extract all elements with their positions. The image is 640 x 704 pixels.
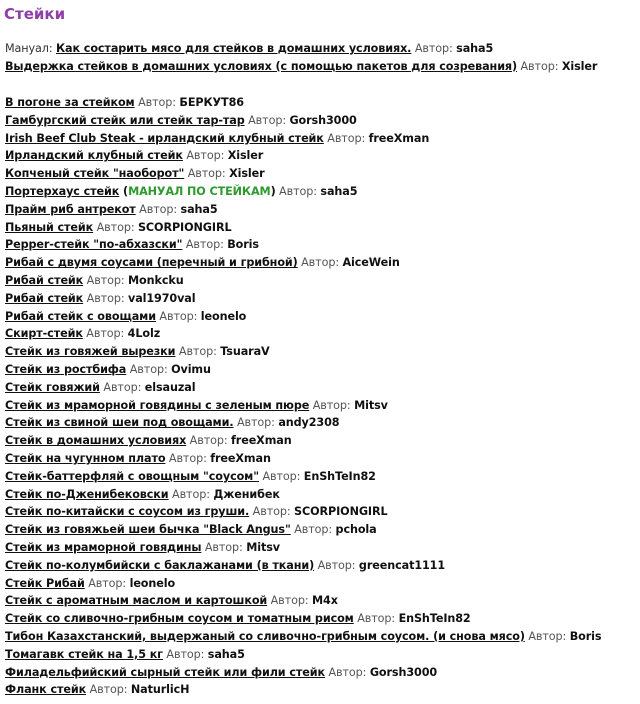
author-label: Автор: — [528, 629, 567, 643]
recipe-link[interactable]: Стейк из говяжьей шеи бычка "Black Angus" — [5, 523, 291, 537]
author-name: saha5 — [180, 202, 218, 216]
recipe-row — [5, 325, 637, 343]
author-label: Автор: — [328, 665, 367, 679]
recipe-row — [5, 557, 637, 575]
author-label: Автор: — [294, 523, 333, 537]
author-name: leonelo — [129, 576, 176, 590]
author-label: Автор: — [129, 362, 168, 376]
recipe-link[interactable]: Рибай стейк — [5, 291, 84, 305]
author-name: freeXman — [231, 434, 292, 448]
author-label: Автор: — [236, 416, 275, 430]
author-name: elsauzal — [144, 380, 196, 394]
author-name: Mitsv — [354, 398, 388, 412]
recipe-link[interactable]: Стейк Рибай — [5, 576, 85, 590]
manuals-section — [5, 40, 637, 76]
recipe-row — [5, 308, 637, 326]
recipe-row — [5, 432, 637, 450]
author-label: Автор: — [270, 594, 309, 608]
recipe-link[interactable]: Пьяный стейк — [5, 220, 94, 234]
author-label: Автор: — [414, 42, 453, 55]
recipe-row — [5, 592, 637, 610]
author-name: EnShTeIn82 — [303, 469, 376, 483]
recipe-link[interactable]: Стейк-баттерфляй с овощным "соусом" — [5, 469, 259, 483]
author-label: Автор: — [86, 273, 125, 287]
manual-label: Мануал: — [5, 42, 53, 55]
manual-note-link[interactable]: МАНУАЛ ПО СТЕЙКАМ — [128, 184, 271, 198]
author-name: SCORPIONGIRL — [294, 505, 388, 519]
recipe-row — [5, 254, 637, 272]
author-name: Mitsv — [246, 540, 280, 554]
recipe-link[interactable]: Ирландский клубный стейк — [5, 149, 183, 163]
author-label: Автор: — [248, 113, 286, 127]
author-label: Автор: — [168, 451, 207, 465]
recipe-link[interactable]: Стейк из говяжей вырезки — [5, 345, 176, 359]
recipe-row — [5, 503, 637, 521]
author-name: EnShTeIn82 — [398, 612, 471, 626]
recipe-link[interactable]: Стейк со сливочно-грибным соусом и томатным рисом — [5, 612, 354, 626]
recipe-row — [5, 183, 637, 201]
author-label: Автор: — [89, 683, 128, 697]
author-name: Ovimu — [171, 362, 211, 376]
author-label: Автор: — [88, 576, 127, 590]
recipe-link[interactable]: Стейк из мраморной говядины с зеленым пюре — [5, 398, 310, 412]
recipe-row — [5, 219, 637, 237]
recipe-link[interactable]: Irish Beef Club Steak - ирландский клубный стейк — [5, 131, 324, 145]
author-name: Monkcku — [128, 273, 184, 287]
author-name: 4Lolz — [127, 327, 161, 341]
author-label: Автор: — [327, 131, 366, 145]
recipe-row — [5, 290, 637, 308]
recipe-row — [5, 361, 637, 379]
recipe-link[interactable]: Прайм риб антрекот — [5, 202, 136, 216]
author-name: saha5 — [207, 647, 245, 661]
author-name: AiceWein — [342, 256, 400, 270]
recipe-row — [5, 628, 637, 646]
author-label: Автор: — [178, 345, 217, 359]
recipe-link[interactable]: Pepper-стейк "по-абхазски" — [5, 238, 183, 252]
author-name: andy2308 — [278, 416, 340, 430]
recipe-row — [5, 486, 637, 504]
recipe-link[interactable]: Стейк по-китайски с соусом из груши. — [5, 505, 250, 519]
author-name: TsuaraV — [220, 345, 270, 359]
recipe-link[interactable]: Портерхаус стейк — [5, 184, 120, 198]
manual-line — [5, 58, 637, 76]
author-name: Boris — [569, 629, 602, 643]
recipe-link[interactable]: Стейк в домашних условиях — [5, 434, 187, 448]
recipe-row — [5, 343, 637, 361]
recipe-row — [5, 397, 637, 415]
recipe-row — [5, 165, 637, 183]
author-name: leonelo — [200, 309, 247, 323]
recipe-row — [5, 521, 637, 539]
recipe-link[interactable]: Стейк с ароматным маслом и картошкой — [5, 594, 268, 608]
recipe-list — [5, 94, 637, 699]
page-title: Стейки — [4, 5, 66, 23]
recipe-row — [5, 610, 637, 628]
recipe-row — [5, 130, 637, 148]
recipe-row — [5, 575, 637, 593]
recipe-link[interactable]: Стейк из мраморной говядины — [5, 540, 202, 554]
author-name: Boris — [227, 238, 259, 252]
recipe-row — [5, 414, 637, 432]
recipe-link[interactable]: Стейк из свиной шеи под овощами. — [5, 416, 234, 430]
author-name: pchola — [335, 523, 377, 537]
author-label: Автор: — [96, 220, 135, 234]
recipe-row — [5, 201, 637, 219]
author-label: Автор: — [520, 59, 559, 73]
author-name: Xisler — [561, 59, 598, 73]
author-label: Автор: — [279, 184, 317, 198]
author-name: val1970val — [128, 291, 196, 305]
recipe-row — [5, 112, 637, 130]
author-label: Автор: — [185, 238, 224, 252]
author-name: Дженибек — [213, 487, 280, 501]
author-label: Автор: — [86, 327, 125, 341]
recipe-row — [5, 539, 637, 557]
recipe-link[interactable]: Стейк из ростбифа — [5, 362, 127, 376]
note-paren-open: ( — [119, 184, 129, 198]
author-name: Xisler — [229, 167, 265, 181]
author-label: Автор: — [103, 380, 142, 394]
recipe-link[interactable]: Томагавк стейк на 1,5 кг — [5, 647, 163, 661]
author-name: greencat1111 — [358, 558, 446, 572]
manual-line — [5, 40, 637, 58]
recipe-link[interactable]: Стейк по-Дженибековски — [5, 487, 169, 501]
author-label: Автор: — [312, 398, 351, 412]
author-label: Автор: — [252, 505, 291, 519]
author-name: freeXman — [368, 131, 430, 145]
recipe-link[interactable]: Гамбургский стейк или стейк тар-тар — [5, 113, 245, 127]
note-paren-close: ) — [270, 184, 276, 198]
recipe-link[interactable]: Рибай стейк — [5, 273, 84, 287]
author-label: Автор: — [139, 202, 178, 216]
author-name: saha5 — [456, 42, 494, 55]
recipe-link[interactable]: Филадельфийский сырный стейк или фили стейк — [5, 665, 325, 679]
author-name: SCORPIONGIRL — [137, 220, 232, 234]
recipe-link[interactable]: Тибон Казахстанский, выдержаный со сливочно-грибным соусом. (и снова мясо) — [5, 629, 525, 643]
recipe-row — [5, 468, 637, 486]
recipe-row — [5, 646, 637, 664]
recipe-link[interactable]: Рибай стейк с овощами — [5, 309, 156, 323]
author-label: Автор: — [189, 434, 228, 448]
author-label: Автор: — [301, 256, 340, 270]
author-name: Gorsh3000 — [369, 665, 438, 679]
author-name: freeXman — [210, 451, 271, 465]
recipe-row — [5, 236, 637, 254]
author-name: Xisler — [227, 149, 264, 163]
author-name: saha5 — [320, 184, 358, 198]
author-label: Автор: — [86, 291, 125, 305]
author-label: Автор: — [262, 469, 301, 483]
author-label: Автор: — [159, 309, 198, 323]
manual-link[interactable]: Как состарить мясо для стейков в домашних условиях. — [56, 42, 412, 55]
recipe-link[interactable]: Фланк стейк — [5, 683, 87, 697]
author-label: Автор: — [317, 558, 356, 572]
author-name: NaturlicH — [130, 683, 190, 697]
author-label: Автор: — [138, 96, 176, 109]
recipe-row — [5, 379, 637, 397]
recipe-link[interactable]: Рибай с двумя соусами (перечный и грибной) — [5, 256, 298, 270]
author-label: Автор: — [204, 540, 243, 554]
author-label: Автор: — [172, 487, 210, 501]
recipe-row — [5, 272, 637, 290]
recipe-link[interactable]: Копченый стейк "наоборот" — [5, 167, 185, 181]
recipe-row — [5, 147, 637, 165]
recipe-link[interactable]: Стейк по-колумбийски с баклажанами (в ткани) — [5, 558, 315, 572]
recipe-row — [5, 664, 637, 682]
author-label: Автор: — [166, 647, 205, 661]
manual-link[interactable]: Выдержка стейков в домашних условиях (с помощью пакетов для созревания) — [5, 59, 518, 73]
author-label: Автор: — [357, 612, 396, 626]
author-label: Автор: — [186, 149, 225, 163]
recipe-row — [5, 450, 637, 468]
author-name: Gorsh3000 — [289, 113, 357, 127]
recipe-link[interactable]: Стейк говяжий — [5, 380, 100, 394]
author-name: M4x — [311, 594, 338, 608]
recipe-row — [5, 681, 637, 699]
recipe-row — [5, 94, 637, 112]
author-name: БЕРКУТ86 — [179, 96, 244, 109]
recipe-link[interactable]: В погоне за стейком — [5, 96, 135, 109]
recipe-link[interactable]: Стейк на чугунном плато — [5, 451, 166, 465]
recipe-link[interactable]: Скирт-стейк — [5, 327, 83, 341]
author-label: Автор: — [187, 167, 226, 181]
